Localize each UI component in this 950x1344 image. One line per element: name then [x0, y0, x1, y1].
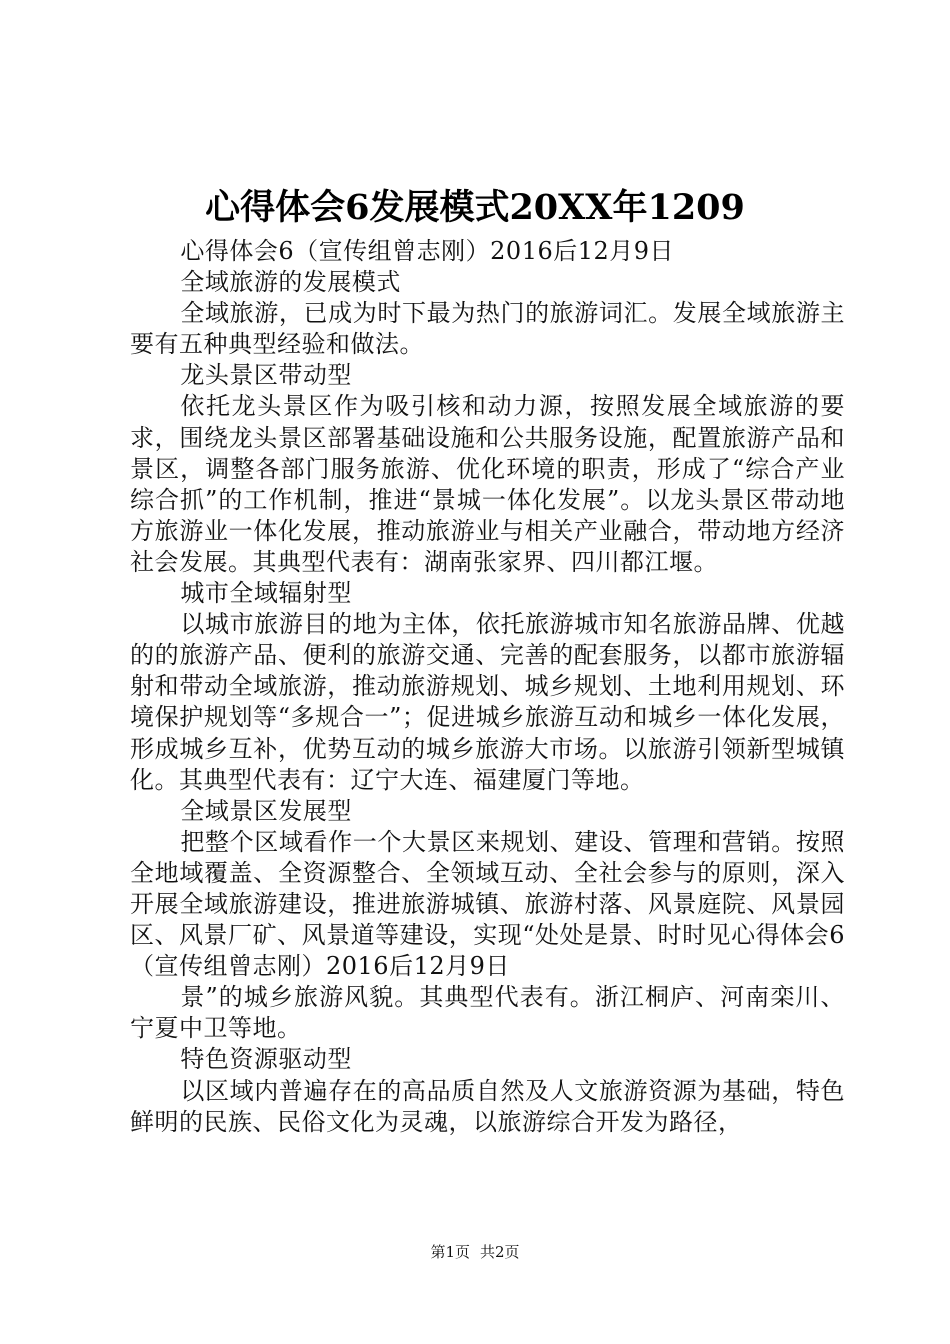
section-heading: 特色资源驱动型	[180, 1045, 352, 1074]
paragraph-byline: 心得体会6（宣传组曾志刚）2016后12月9日	[180, 237, 675, 265]
section-heading: 城市全域辐射型	[180, 579, 352, 608]
page-footer	[0, 1242, 950, 1262]
section-heading: 龙头景区带动型	[180, 361, 352, 390]
document-title: 心得体会6发展模式20XX年1209	[205, 187, 745, 228]
section-heading: 全域景区发展型	[180, 796, 352, 825]
page-number: 第1页	[430, 1243, 470, 1261]
document-body	[130, 236, 845, 1138]
paragraph: 以城市旅游目的地为主体，依托旅游城市知名旅游品牌、优越的的旅游产品、便利的旅游交通、完善的配套服务，以都市旅游辐射和带动全域旅游，推动旅游规划、城乡规划、土地利用规划、环境保护规划等“多规合一”；促进城乡旅游互动和城乡一体化发展，形成城乡互补，优势互动的城乡旅游大市场。以旅游引领新型城镇化。其典型代表有：辽宁大连、福建厦门等地。	[130, 610, 845, 794]
paragraph: 全域旅游，已成为时下最为热门的旅游词汇。发展全域旅游主要有五种典型经验和做法。	[130, 299, 845, 359]
page-total: 共2页	[480, 1243, 520, 1261]
paragraph: 把整个区域看作一个大景区来规划、建设、管理和营销。按照全地域覆盖、全资源整合、全领域互动、全社会参与的原则，深入开展全域旅游建设，推进旅游城镇、旅游村落、风景庭院、风景园区、风景厂矿、风景道等建设，实现“处处是景、时时见心得体会6（宣传组曾志刚）2016后12月9日	[130, 827, 845, 981]
paragraph: 依托龙头景区作为吸引核和动力源，按照发展全域旅游的要求，围绕龙头景区部署基础设施和公共服务设施，配置旅游产品和景区，调整各部门服务旅游、优化环境的职责，形成了“综合产业综合抓”的工作机制，推进“景城一体化发展”。以龙头景区带动地方旅游业一体化发展，推动旅游业与相关产业融合，带动地方经济社会发展。其典型代表有：湖南张家界、四川都江堰。	[130, 392, 845, 576]
paragraph: 以区域内普遍存在的高品质自然及人文旅游资源为基础，特色鲜明的民族、民俗文化为灵魂，以旅游综合开发为路径，	[130, 1076, 845, 1136]
section-heading: 全域旅游的发展模式	[180, 268, 401, 297]
paragraph: 景”的城乡旅游风貌。其典型代表有。浙江桐庐、河南栾川、宁夏中卫等地。	[130, 983, 845, 1043]
